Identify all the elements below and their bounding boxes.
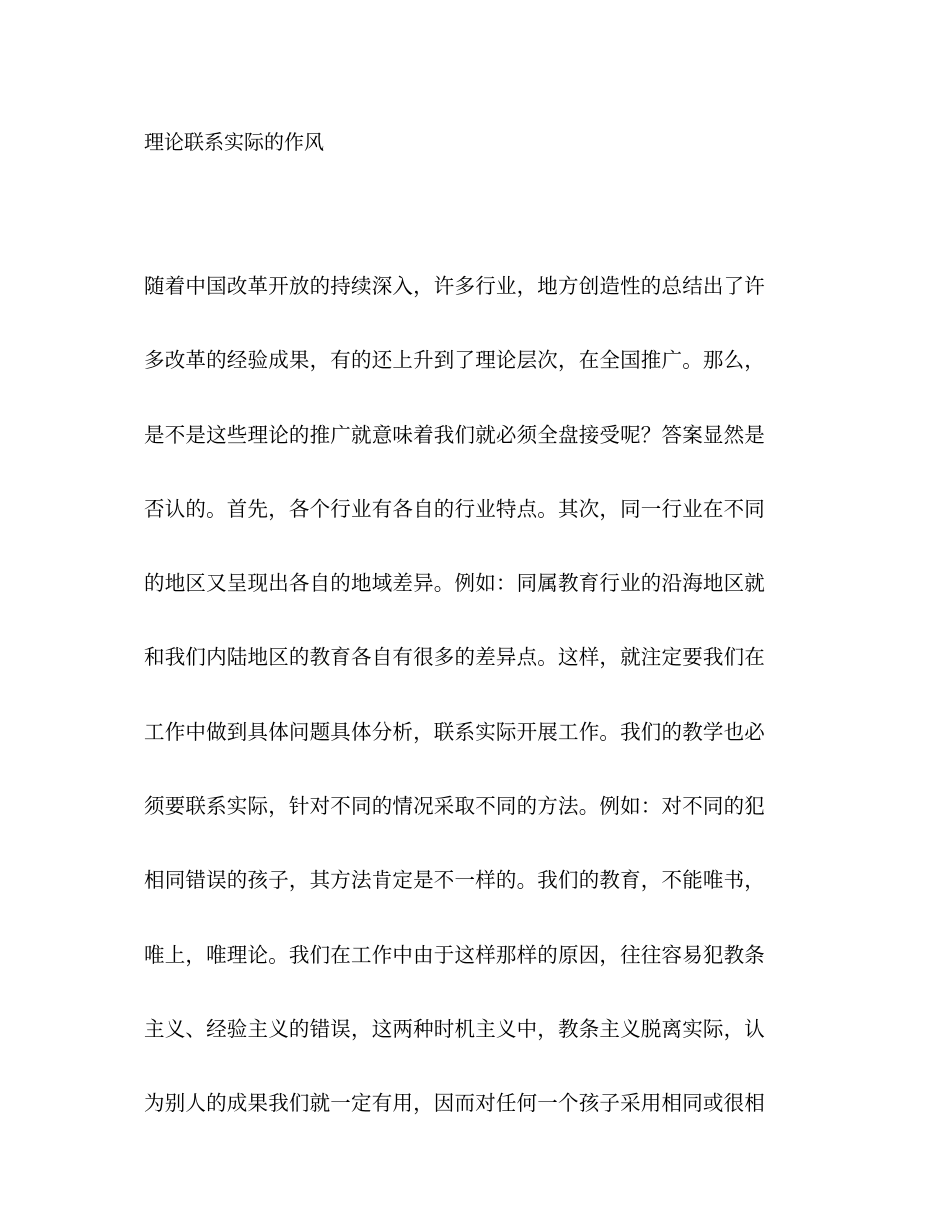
body-line: 多改革的经验成果，有的还上升到了理论层次，在全国推广。那么， xyxy=(144,348,765,373)
body-line: 和我们内陆地区的教育各自有很多的差异点。这样，就注定要我们在 xyxy=(144,645,765,670)
body-line: 为别人的成果我们就一定有用，因而对任何一个孩子采用相同或很相 xyxy=(144,1091,765,1116)
body-line: 的地区又呈现出各自的地域差异。例如：同属教育行业的沿海地区就 xyxy=(144,571,765,596)
body-line: 随着中国改革开放的持续深入，许多行业，地方创造性的总结出了许 xyxy=(144,274,765,298)
body-line: 否认的。首先，各个行业有各自的行业特点。其次，同一行业在不同 xyxy=(144,496,765,521)
body-line: 相同错误的孩子，其方法肯定是不一样的。我们的教育，不能唯书， xyxy=(144,868,765,893)
body-line: 主义、经验主义的错误，这两种时机主义中，教条主义脱离实际，认 xyxy=(144,1016,765,1041)
document-body xyxy=(144,271,814,1163)
body-line: 是不是这些理论的推广就意味着我们就必须全盘接受呢？答案显然是 xyxy=(144,422,765,447)
body-line: 须要联系实际，针对不同的情况采取不同的方法。例如：对不同的犯 xyxy=(144,794,765,819)
document-title: 理论联系实际的作风 xyxy=(144,130,324,154)
body-line: 唯上，唯理论。我们在工作中由于这样那样的原因，往往容易犯教条 xyxy=(144,942,765,967)
body-line: 工作中做到具体问题具体分析，联系实际开展工作。我们的教学也必 xyxy=(144,719,765,744)
